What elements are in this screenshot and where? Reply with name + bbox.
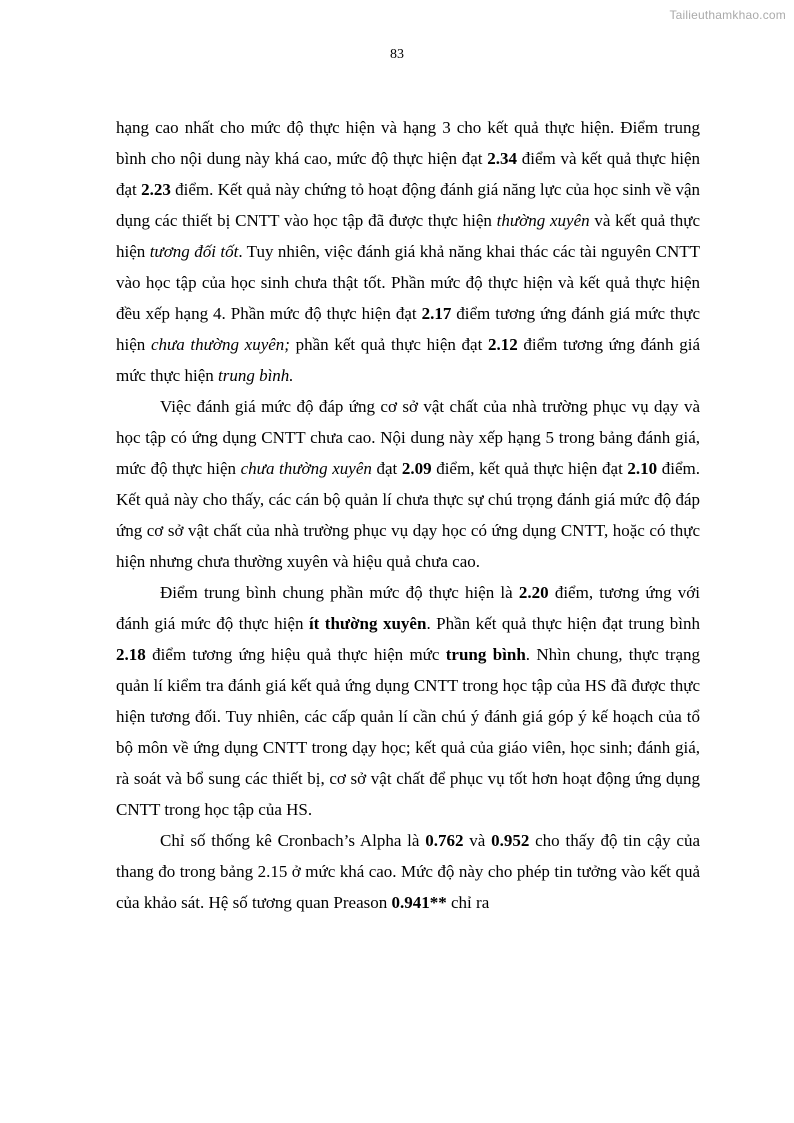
text-run: phần kết quả thực hiện đạt: [289, 335, 488, 354]
text-run: Chỉ số thống kê Cronbach’s Alpha là: [160, 831, 426, 850]
text-run: điểm tương ứng đánh giá mức thực hiện: [116, 335, 700, 385]
text-run: và: [463, 831, 492, 850]
bold-text: 2.18: [116, 645, 146, 664]
bold-text: trung bình: [445, 645, 526, 664]
italic-text: trung bình.: [217, 366, 294, 385]
text-run: điểm, kết quả thực hiện đạt: [431, 459, 628, 478]
text-run: . Phần kết quả thực hiện đạt trung bình: [426, 614, 700, 633]
bold-text: 0.941**: [391, 893, 447, 912]
paragraph: [116, 577, 700, 825]
text-run: đạt: [371, 459, 402, 478]
text-run: điểm, tương ứng với đánh giá mức độ thực hiện: [116, 583, 700, 633]
text-run: Điểm trung bình chung phần mức độ thực hiện là: [160, 583, 519, 602]
bold-text: 2.12: [487, 335, 518, 354]
text-run: và kết quả thực hiện: [116, 211, 700, 261]
page-number: 83: [390, 47, 404, 62]
text-run: chỉ ra: [446, 893, 490, 912]
watermark-text: Tailieuthamkhao.com: [669, 8, 786, 22]
bold-text: 2.17: [421, 304, 452, 323]
bold-text: 0.762: [425, 831, 464, 850]
bold-text: 2.34: [487, 149, 517, 168]
text-run: điểm. Kết quả này chứng tỏ hoạt động đánh giá năng lực của học sinh về vận dụng các thiết bị CNTT vào học tập đã được thực hiện: [116, 180, 700, 230]
italic-text: chưa thường xuyên: [240, 459, 372, 478]
text-run: . Nhìn chung, thực trạng quản lí kiểm tra đánh giá kết quả ứng dụng CNTT trong học tập của HS đã được thực hiện tương đối. Tuy nhiên, các cấp quản lí cần chú ý đánh giá góp ý kế hoạch của tổ bộ môn về ứng dụng CNTT trong dạy học; kết quả của giáo viên, học sinh; đánh giá, rà soát và bổ sung các thiết bị, cơ sở vật chất để phục vụ tốt hơn hoạt động ứng dụng CNTT trong học tập của HS.: [116, 645, 701, 819]
bold-text: 0.952: [491, 831, 530, 850]
text-run: . Tuy nhiên, việc đánh giá khả năng khai thác các tài nguyên CNTT vào học tập của học sinh chưa thật tốt. Phần mức độ thực hiện và kết quả thực hiện đều xếp hạng 4. Phần mức độ thực hiện đạt: [116, 242, 700, 323]
bold-text: ít thường xuyên: [308, 614, 427, 633]
bold-text: 2.09: [401, 459, 432, 478]
document-body: [116, 112, 700, 918]
italic-text: tương đối tốt: [149, 242, 239, 261]
italic-text: thường xuyên: [496, 211, 590, 230]
text-run: hạng cao nhất cho mức độ thực hiện và hạng 3 cho kết quả thực hiện. Điểm trung bình cho nội dung này khá cao, mức độ thực hiện đạt: [116, 118, 700, 168]
italic-text: chưa thường xuyên;: [150, 335, 290, 354]
bold-text: 2.23: [141, 180, 171, 199]
text-run: điểm và kết quả thực hiện đạt: [116, 149, 700, 199]
text-run: điểm tương ứng đánh giá mức thực hiện: [116, 304, 700, 354]
bold-text: 2.20: [518, 583, 549, 602]
paragraph: [116, 391, 700, 577]
bold-text: 2.10: [627, 459, 658, 478]
paragraph: [116, 112, 700, 391]
text-run: điểm. Kết quả này cho thấy, các cán bộ quản lí chưa thực sự chú trọng đánh giá mức độ đáp ứng cơ sở vật chất của nhà trường phục vụ dạy học có ứng dụng CNTT, hoặc có thực hiện nhưng chưa thường xuyên và hiệu quả chưa cao.: [116, 459, 700, 571]
text-run: Việc đánh giá mức độ đáp ứng cơ sở vật chất của nhà trường phục vụ dạy và học tập có ứng dụng CNTT chưa cao. Nội dung này xếp hạng 5 trong bảng đánh giá, mức độ thực hiện: [116, 397, 700, 478]
paragraph: [116, 825, 700, 918]
text-run: cho thấy độ tin cậy của thang đo trong bảng 2.15 ở mức khá cao. Mức độ này cho phép tin tưởng vào kết quả của khảo sát. Hệ số tương quan Preason: [116, 831, 700, 912]
text-run: điểm tương ứng hiệu quả thực hiện mức: [145, 645, 446, 664]
